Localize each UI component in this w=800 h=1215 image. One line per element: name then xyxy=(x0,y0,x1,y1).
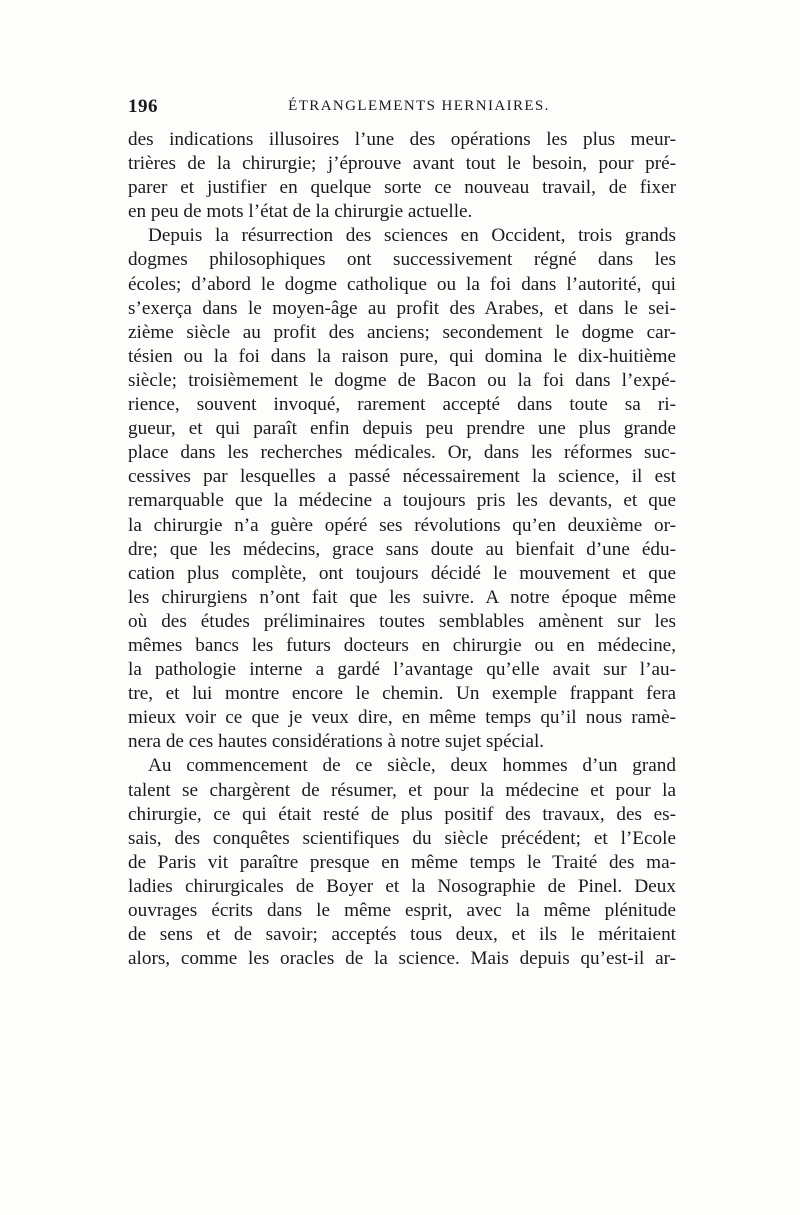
text-line: remarquable que la médecine a toujours pris les devants, et que xyxy=(128,490,676,512)
text-line: la pathologie interne a gardé l’avantage qu’elle avait sur l’au- xyxy=(128,659,676,681)
body-text xyxy=(128,128,676,971)
text-line: des indications illusoires l’une des opérations les plus meur- xyxy=(128,129,676,150)
text-line: tre, et lui montre encore le chemin. Un exemple frappant fera xyxy=(128,683,676,705)
text-line: parer et justifier en quelque sorte ce nouveau travail, de fixer xyxy=(128,177,676,199)
text-line: écoles; d’abord le dogme catholique ou la foi dans l’autorité, qui xyxy=(128,273,676,295)
text-line: en peu de mots l’état de la chirurgie actuelle. xyxy=(128,201,473,223)
text-line: sais, des conquêtes scientifiques du siècle précédent; et l’Ecole xyxy=(128,827,676,849)
running-head xyxy=(128,96,676,122)
text-line: dogmes philosophiques ont successivement régné dans les xyxy=(128,249,676,271)
text-line: Depuis la résurrection des sciences en Occident, trois grands xyxy=(148,225,676,247)
text-line: de sens et de savoir; acceptés tous deux, et ils le méritaient xyxy=(128,924,676,946)
text-line: rience, souvent invoqué, rarement accepté dans toute sa ri- xyxy=(128,394,676,416)
text-line: tésien ou la foi dans la raison pure, qui domina le dix-huitième xyxy=(128,345,676,367)
text-line: trières de la chirurgie; j’éprouve avant tout le besoin, pour pré- xyxy=(128,153,676,175)
text-line: ouvrages écrits dans le même esprit, avec la même plénitude xyxy=(128,900,676,921)
text-line: zième siècle au profit des anciens; secondement le dogme car- xyxy=(128,321,676,343)
text-line: où des études préliminaires toutes semblables amènent sur les xyxy=(128,610,676,632)
text-line: cation plus complète, ont toujours décidé le mouvement et que xyxy=(128,562,676,584)
text-line: dre; que les médecins, grace sans doute au bienfait d’une édu- xyxy=(128,538,676,560)
text-line: siècle; troisièmement le dogme de Bacon ou la foi dans l’expé- xyxy=(128,369,676,391)
text-line: chirurgie, ce qui était resté de plus positif des travaux, des es- xyxy=(128,803,676,825)
page-number: 196 xyxy=(128,96,158,117)
text-line: la chirurgie n’a guère opéré ses révolutions qu’en deuxième or- xyxy=(128,514,676,536)
text-line: les chirurgiens n’ont fait que les suivre. A notre époque même xyxy=(128,586,676,608)
running-title: ÉTRANGLEMENTS HERNIAIRES. xyxy=(288,98,550,114)
text-line: nera de ces hautes considérations à notre sujet spécial. xyxy=(128,731,545,753)
text-line: talent se chargèrent de résumer, et pour la médecine et pour la xyxy=(128,779,676,801)
text-line: mêmes bancs les futurs docteurs en chirurgie ou en médecine, xyxy=(128,634,676,656)
text-line: alors, comme les oracles de la science. Mais depuis qu’est-il ar- xyxy=(128,948,676,970)
text-line: de Paris vit paraître presque en même temps le Traité des ma- xyxy=(128,851,676,873)
text-line: ladies chirurgicales de Boyer et la Nosographie de Pinel. Deux xyxy=(128,875,676,897)
text-line: gueur, et qui paraît enfin depuis peu prendre une plus grande xyxy=(128,418,676,440)
text-line: cessives par lesquelles a passé nécessairement la science, il est xyxy=(128,466,676,488)
text-line: Au commencement de ce siècle, deux hommes d’un grand xyxy=(148,755,676,777)
text-line: s’exerça dans le moyen-âge au profit des Arabes, et dans le sei- xyxy=(128,297,676,319)
text-line: place dans les recherches médicales. Or, dans les réformes suc- xyxy=(128,442,676,464)
text-line: mieux voir ce que je veux dire, en même temps qu’il nous ramè- xyxy=(128,707,676,729)
